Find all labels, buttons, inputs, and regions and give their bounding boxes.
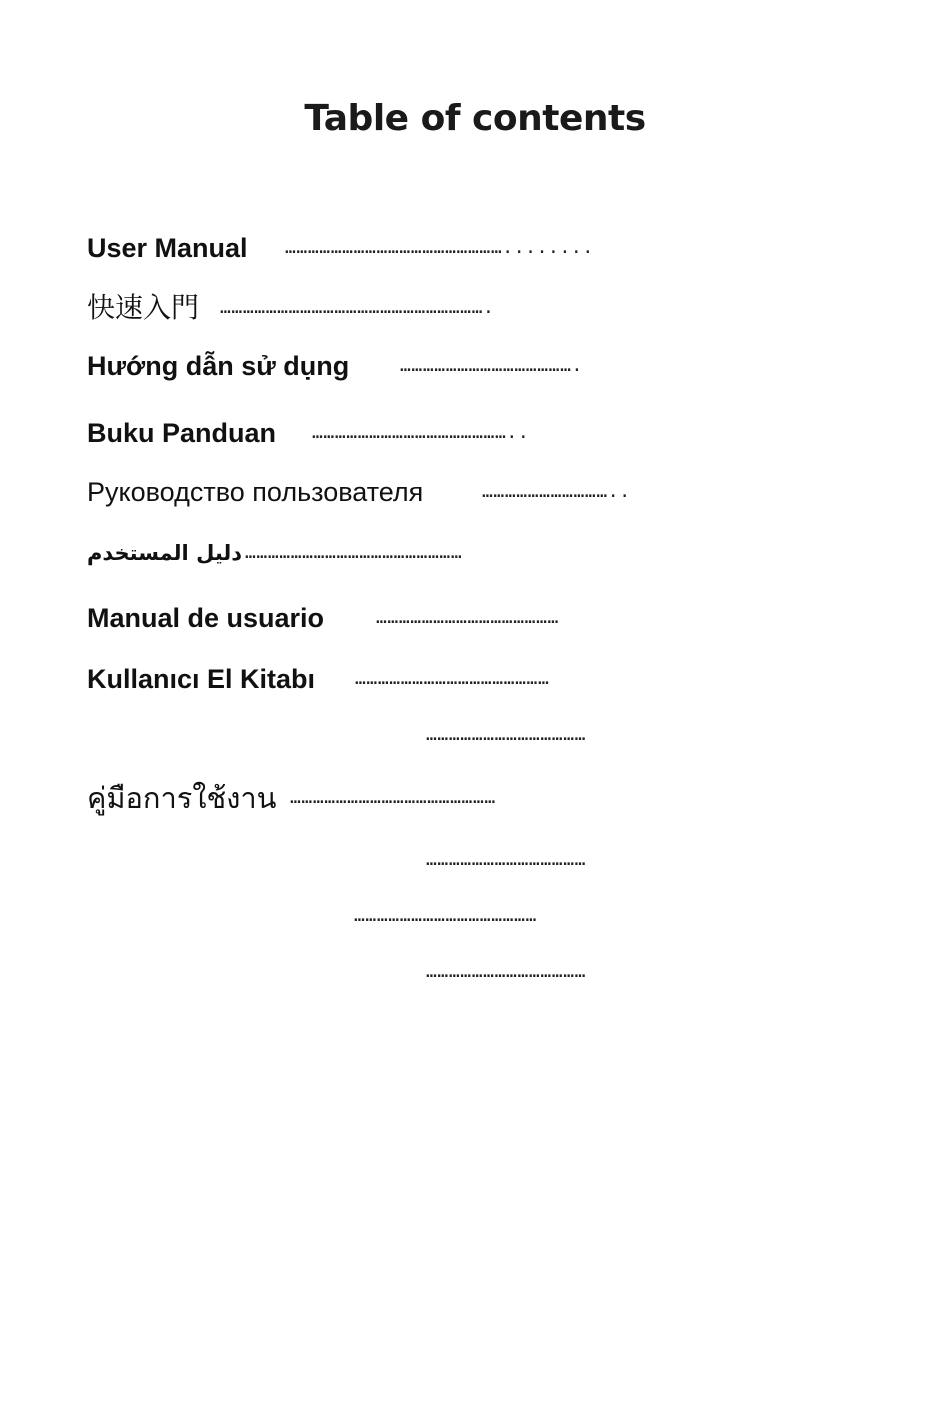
toc-dot-leader: ……………………………………: [426, 849, 587, 870]
toc-dot-leader: ……………………………………………..: [312, 422, 530, 443]
toc-dot-leader: ……………………………………: [426, 724, 587, 745]
toc-dot-leader: ……………………………………………: [355, 668, 550, 689]
toc-dot-leader: ……………………………………: [426, 961, 587, 982]
toc-dot-leader: ……………………………..: [482, 481, 631, 502]
toc-dot-leader: …………………………………………: [376, 607, 559, 628]
toc-entry-label: 快速入門: [87, 291, 200, 324]
toc-dot-leader: …………………………………………………………….: [220, 297, 495, 318]
toc-entry-label: User Manual: [87, 233, 248, 263]
toc-dot-leader: ……………………………………….: [400, 355, 583, 376]
toc-entry-label: Руководство пользователя: [87, 477, 424, 507]
toc-dot-leader: …………………………………………………: [245, 542, 463, 563]
page-title: Table of contents: [304, 98, 646, 139]
toc-entry-label: Hướng dẫn sử dụng: [87, 351, 350, 381]
toc-entry-label: دليل المستخدم: [87, 541, 243, 565]
toc-dot-leader: …………………………………………………........: [285, 237, 594, 258]
toc-entry-label: Manual de usuario: [87, 603, 325, 633]
toc-dot-leader: ………………………………………………: [290, 787, 496, 808]
toc-entry-label: Buku Panduan: [87, 418, 277, 448]
toc-entry-label: Kullanıcı El Kitabı: [87, 664, 316, 694]
toc-dot-leader: …………………………………………: [354, 905, 537, 926]
toc-entry-label: คู่มือการใช้งาน: [87, 781, 277, 815]
